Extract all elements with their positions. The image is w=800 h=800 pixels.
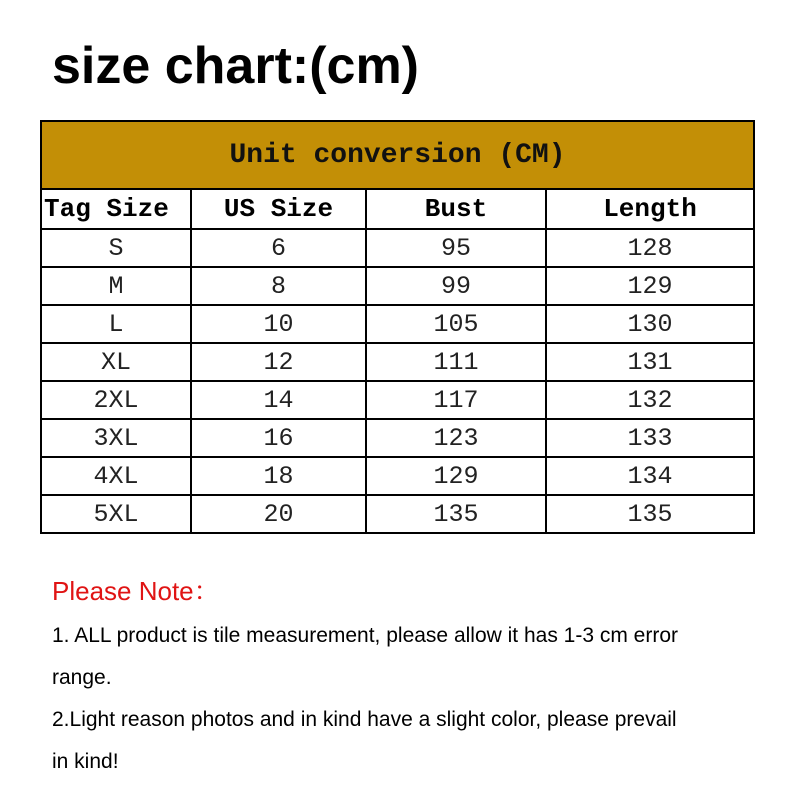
note-line: range. <box>52 666 112 689</box>
bust-cell: 105 <box>366 305 546 343</box>
header-us-size: US Size <box>191 189 366 229</box>
length-cell: 130 <box>546 305 754 343</box>
us-size-cell: 16 <box>191 419 366 457</box>
us-size-cell: 12 <box>191 343 366 381</box>
note-line: in kind! <box>52 750 119 773</box>
us-size-cell: 8 <box>191 267 366 305</box>
length-cell: 133 <box>546 419 754 457</box>
bust-cell: 117 <box>366 381 546 419</box>
us-size-cell: 18 <box>191 457 366 495</box>
unit-conversion-banner: Unit conversion (CM) <box>41 121 754 189</box>
bust-cell: 129 <box>366 457 546 495</box>
bust-cell: 135 <box>366 495 546 533</box>
tag-size-cell: L <box>41 305 191 343</box>
table-row <box>41 381 754 419</box>
us-size-cell: 6 <box>191 229 366 267</box>
length-cell: 129 <box>546 267 754 305</box>
note-title: Please Note： <box>52 576 220 606</box>
table-row <box>41 229 754 267</box>
size-chart-table <box>40 120 755 534</box>
bust-cell: 99 <box>366 267 546 305</box>
header-bust: Bust <box>366 189 546 229</box>
note-line: 1. ALL product is tile measurement, please allow it has 1-3 cm error <box>52 624 679 647</box>
bust-cell: 111 <box>366 343 546 381</box>
tag-size-cell: 2XL <box>41 381 191 419</box>
length-cell: 128 <box>546 229 754 267</box>
table-row <box>41 305 754 343</box>
table-row <box>41 419 754 457</box>
us-size-cell: 10 <box>191 305 366 343</box>
table-row <box>41 267 754 305</box>
length-cell: 134 <box>546 457 754 495</box>
header-length: Length <box>546 189 754 229</box>
tag-size-cell: 5XL <box>41 495 191 533</box>
table-row <box>41 343 754 381</box>
bust-cell: 95 <box>366 229 546 267</box>
tag-size-cell: M <box>41 267 191 305</box>
length-cell: 131 <box>546 343 754 381</box>
table-row <box>41 495 754 533</box>
note-line: 2.Light reason photos and in kind have a slight color, please prevail <box>52 708 677 731</box>
bust-cell: 123 <box>366 419 546 457</box>
tag-size-cell: XL <box>41 343 191 381</box>
us-size-cell: 20 <box>191 495 366 533</box>
header-tag-size: Tag Size <box>41 189 191 229</box>
tag-size-cell: S <box>41 229 191 267</box>
length-cell: 135 <box>546 495 754 533</box>
tag-size-cell: 4XL <box>41 457 191 495</box>
table-header-row <box>41 189 754 229</box>
page-title: size chart:(cm) <box>52 37 419 95</box>
tag-size-cell: 3XL <box>41 419 191 457</box>
table-row <box>41 457 754 495</box>
us-size-cell: 14 <box>191 381 366 419</box>
length-cell: 132 <box>546 381 754 419</box>
